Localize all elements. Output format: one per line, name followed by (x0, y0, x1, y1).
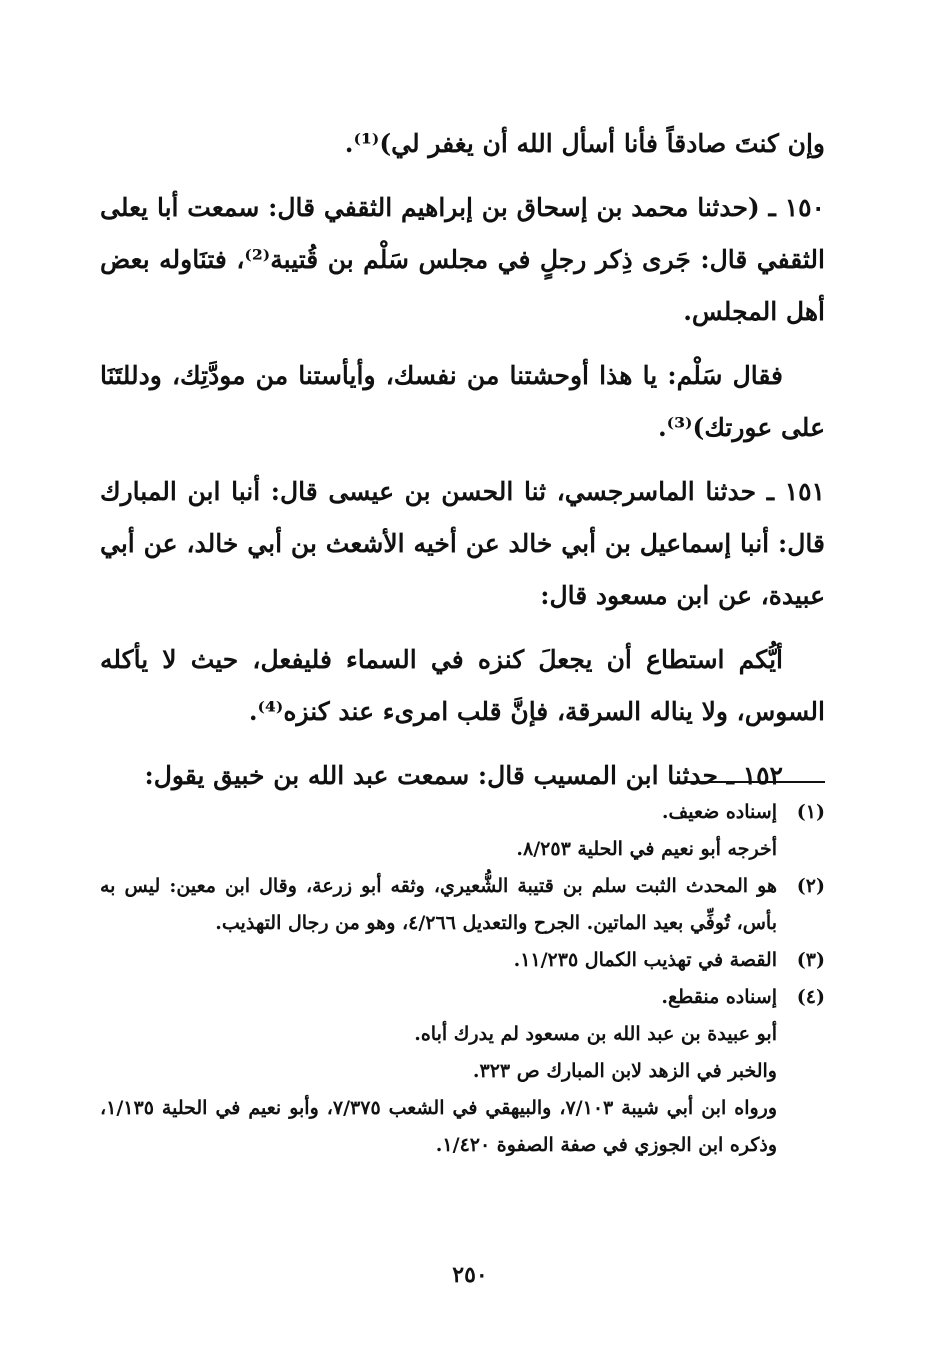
footnote-number: (٢) (796, 875, 825, 897)
footnote-2 (100, 868, 825, 942)
main-text (100, 118, 825, 814)
paragraph-continuation: وإن كنتَ صادقاً فأنا أسأل الله أن يغفر لي)⁽¹⁾. (344, 129, 825, 158)
footnote-number: (٤) (796, 986, 825, 1008)
paragraph-152: ١٥٢ ـ حدثنا ابن المسيب قال: سمعت عبد الله بن خبيق يقول: (144, 761, 783, 790)
paragraph-150: ١٥٠ ـ (حدثنا محمد بن إسحاق بن إبراهيم الثقفي قال: سمعت أبا يعلى الثقفي قال: جَرى ذِكر رجلٍ في مجلس سَلْم بن قُتيبة⁽²⁾، فتنَاوله بعض أهل المجلس. (100, 193, 825, 326)
footnote-line: إسناده ضعيف. (661, 801, 777, 823)
paragraph-ibn-masud-quote: أيُّكم استطاع أن يجعلَ كنزه في السماء فليفعل، حيث لا يأكله السوس، ولا يناله السرقة، فإنَّ قلب امرىء عند كنزه⁽⁴⁾. (100, 645, 825, 726)
footnote-number: (١) (796, 801, 825, 823)
footnote-4 (100, 979, 825, 1164)
footnote-3 (100, 942, 825, 979)
footnote-line: أخرجه أبو نعيم في الحلية ٨/٢٥٣. (516, 838, 777, 860)
footnote-line: إسناده منقطع. (661, 986, 777, 1008)
page-number: ٢٥٠ (452, 1262, 488, 1288)
footnote-number: (٣) (796, 949, 825, 971)
footnote-line: والخبر في الزهد لابن المبارك ص ٣٢٣. (472, 1060, 777, 1082)
footnote-line: هو المحدث الثبت سلم بن قتيبة الشُّعيري، وثقه أبو زرعة، وقال ابن معين: ليس به بأس، تُوفِّي بعيد الماتين. الجرح والتعديل ٤/٢٦٦، وهو من رجال التهذيب. (100, 875, 777, 934)
footnote-1 (100, 794, 825, 868)
footnote-line: القصة في تهذيب الكمال ١١/٢٣٥. (513, 949, 777, 971)
footnote-separator (683, 781, 825, 783)
paragraph-151: ١٥١ ـ حدثنا الماسرجسي، ثنا الحسن بن عيسى قال: أنبا ابن المبارك قال: أنبا إسماعيل بن أبي خالد عن أخيه الأشعث بن أبي خالد، عن أبي عبيدة، عن ابن مسعود قال: (100, 477, 825, 610)
footnote-line: ورواه ابن أبي شيبة ٧/١٠٣، والبيهقي في الشعب ٧/٣٧٥، وأبو نعيم في الحلية ١/١٣٥، وذكره ابن الجوزي في صفة الصفوة ١/٤٢٠. (100, 1097, 777, 1156)
paragraph-salm-quote: فقال سَلْم: يا هذا أوحشتنا من نفسك، وأيأستنا من مودَّتِك، ودللتَنَا على عورتك)⁽³⁾. (100, 361, 825, 442)
footnote-line: أبو عبيدة بن عبد الله بن مسعود لم يدرك أباه. (414, 1023, 777, 1045)
footnotes (100, 794, 825, 1164)
